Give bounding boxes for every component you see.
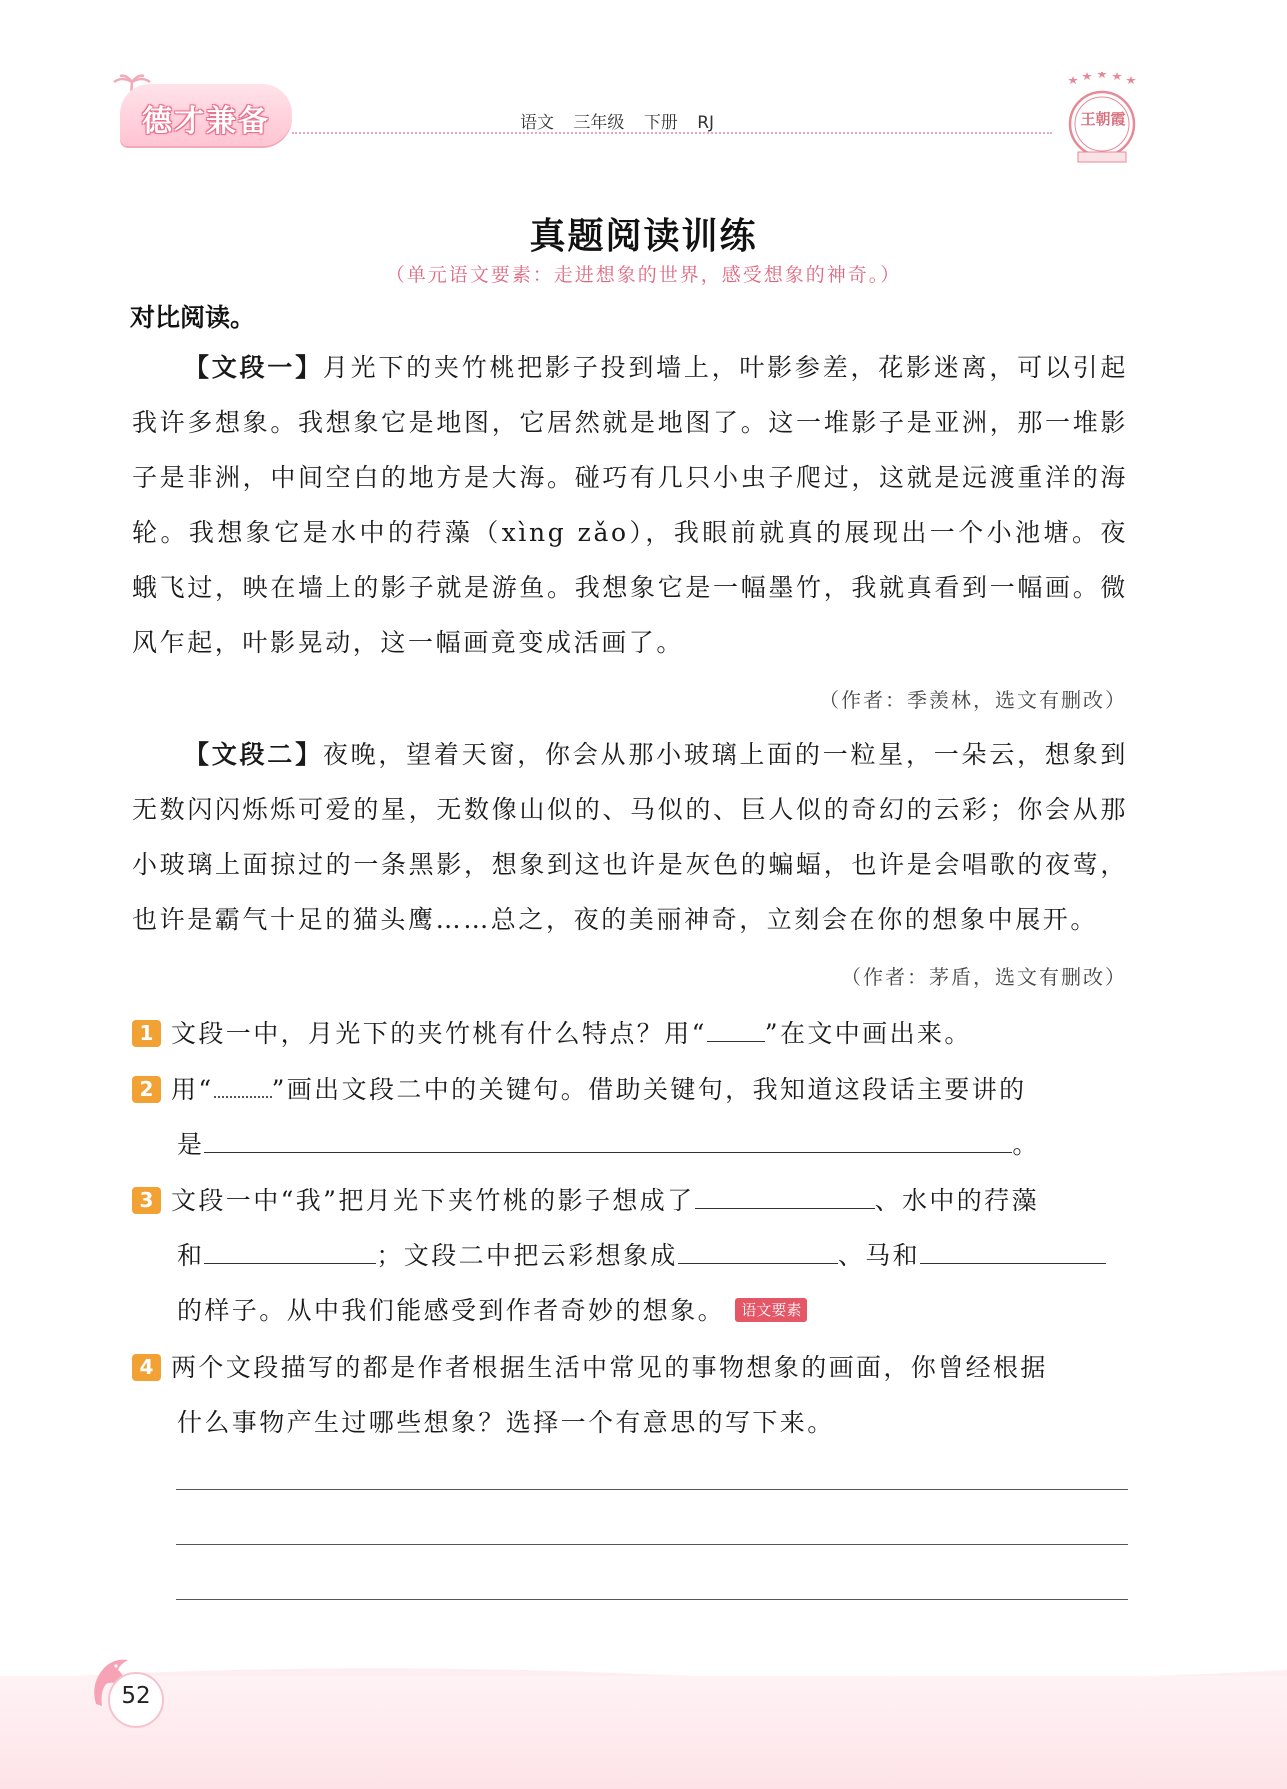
question-text: 文段一中，月光下的夹竹桃有什么特点？用“: [171, 1019, 707, 1048]
answer-blank[interactable]: [695, 1188, 875, 1209]
question-text: 、水中的荇藻: [874, 1186, 1039, 1215]
language-element-badge: 语文要素: [735, 1298, 807, 1322]
writing-line[interactable]: [176, 1599, 1128, 1600]
passage-two-tag: 【文段二】: [184, 740, 323, 769]
question-number: 1: [132, 1020, 161, 1047]
brand-text: 德才兼备: [142, 104, 270, 139]
footer-band: [0, 1676, 1287, 1789]
question-text: ；文段二中把云彩想象成: [376, 1241, 678, 1270]
question-text: 什么事物产生过哪些想象？选择一个有意思的写下来。: [177, 1408, 835, 1437]
passage-one: [132, 340, 1128, 670]
question-text: 的样子。从中我们能感受到作者奇妙的想象。: [177, 1296, 726, 1325]
passage-two: [132, 727, 1128, 947]
question-4: [132, 1340, 1128, 1450]
question-1: [132, 1006, 1128, 1061]
page-title: 真题阅读训练: [529, 216, 758, 257]
question-text: ”画出文段二中的关键句。借助关键句，我知道这段话主要讲的: [271, 1075, 1027, 1104]
question-text: 文段一中“我”把月光下夹竹桃的影子想成了: [171, 1186, 695, 1215]
question-number: 2: [132, 1076, 161, 1103]
wavy-underline-sample: [214, 1080, 272, 1098]
question-text: 是: [177, 1130, 205, 1159]
unit-element-note: （单元语文要素：走进想象的世界，感受想象的神奇。）: [385, 264, 902, 286]
question-3: [132, 1173, 1128, 1338]
answer-blank[interactable]: [678, 1243, 838, 1264]
passage-one-source: （作者：季羡林，选文有删改）: [819, 688, 1127, 712]
answer-blank[interactable]: [204, 1243, 376, 1264]
question-number: 4: [132, 1354, 161, 1381]
passage-one-tag: 【文段一】: [184, 353, 323, 382]
passage-one-text: 月光下的夹竹桃把影子投到墙上，叶影参差，花影迷离，可以引起我许多想象。我想象它是地图，它居然就是地图了。这一堆影子是亚洲，那一堆影子是非洲，中间空白的地方是大海。碰巧有几只小虫子爬过，这就是远渡重洋的海轮。我想象它是水中的荇藻（xìng zǎo），我眼前就真的展现出一个小池塘。夜蛾飞过，映在墙上的影子就是游鱼。我想象它是一幅墨竹，我就真看到一幅画。微风乍起，叶影晃动，这一幅画竟变成活画了。: [132, 353, 1128, 657]
underline-sample: [707, 1021, 765, 1042]
question-number: 3: [132, 1187, 161, 1214]
question-text: ”在文中画出来。: [764, 1019, 972, 1048]
writing-line[interactable]: [176, 1544, 1128, 1545]
seal-text: 王朝霞: [1080, 110, 1126, 128]
passage-two-source: （作者：茅盾，选文有删改）: [841, 965, 1127, 989]
question-text: 、马和: [837, 1241, 921, 1270]
question-text: 用“: [171, 1075, 214, 1104]
section-label: 对比阅读。: [130, 303, 256, 332]
answer-blank[interactable]: [204, 1132, 1012, 1153]
volume: 下册: [643, 113, 678, 133]
passage-two-text: 夜晚，望着天窗，你会从那小玻璃上面的一粒星，一朵云，想象到无数闪闪烁烁可爱的星，无数像山似的、马似的、巨人似的奇幻的云彩；你会从那小玻璃上面掠过的一条黑影，想象到这也许是灰色的蝙蝠，也许是会唱歌的夜莺，也许是霸气十足的猫头鹰……总之，夜的美丽神奇，立刻会在你的想象中展开。: [132, 740, 1128, 934]
answer-blank[interactable]: [920, 1243, 1106, 1264]
question-text: 。: [1012, 1130, 1040, 1159]
brand-logo: [120, 84, 292, 146]
edition: RJ: [697, 113, 715, 133]
writing-line[interactable]: [176, 1489, 1128, 1490]
subject: 语文: [520, 113, 554, 133]
question-text: 两个文段描写的都是作者根据生活中常见的事物想象的画面，你曾经根据: [171, 1353, 1048, 1382]
page-number: 52: [121, 1683, 151, 1709]
book-info: [520, 108, 714, 133]
question-text: 和: [177, 1241, 205, 1270]
grade: 三年级: [573, 113, 625, 133]
question-2: [132, 1062, 1128, 1172]
